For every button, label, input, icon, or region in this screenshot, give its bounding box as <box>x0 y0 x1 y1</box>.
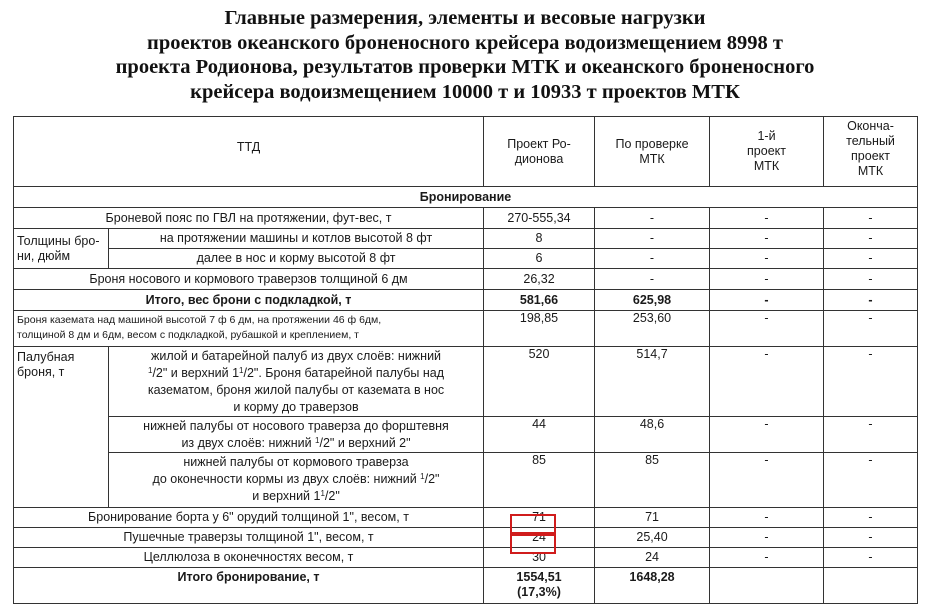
table-row <box>14 208 918 229</box>
cell-mtk-check: - <box>595 249 710 269</box>
cell-final: - <box>824 508 918 528</box>
cell-rodionov: 270-555,34 <box>484 208 595 229</box>
cell-rodionov: 24 <box>484 528 595 548</box>
table-row <box>14 290 918 311</box>
armor-weights-table <box>13 116 918 604</box>
cell-final: - <box>824 453 918 508</box>
row-label: Броневой пояс по ГВЛ на протяжении, фут-вес, т <box>14 208 484 229</box>
cell-mtk-check: - <box>595 229 710 249</box>
cell-final: - <box>824 347 918 417</box>
row-label: Броня каземата над машиной высотой 7 ф 6 дм, на протяжении 46 ф 6дм, толщиной 8 дм и 6дм, весом с подкладкой, рубашкой и креплением, т <box>14 311 484 347</box>
label-sup: 1 <box>147 366 153 375</box>
group-label-thickness: Толщины бро- ни, дюйм <box>14 229 109 269</box>
cell-rodionov: 581,66 <box>484 290 595 311</box>
cell-rodionov: 6 <box>484 249 595 269</box>
cell-first <box>710 568 824 604</box>
table-row <box>14 508 918 528</box>
label-text: жилой и батарейной палуб из двух слоёв: нижний <box>150 349 442 363</box>
cell-final: - <box>824 290 918 311</box>
row-label: Итого бронирование, т <box>14 568 484 604</box>
cell-mtk-check: 514,7 <box>595 347 710 417</box>
cell-mtk-check: 1648,28 <box>595 568 710 604</box>
table-row <box>14 229 918 249</box>
label-sup: 1 <box>320 489 325 498</box>
table-row <box>14 311 918 347</box>
header-row <box>14 117 918 187</box>
cell-mtk-check: 25,40 <box>595 528 710 548</box>
section-title: Бронирование <box>14 187 918 208</box>
cell-rodionov: 85 <box>484 453 595 508</box>
cell-rodionov: 71 <box>484 508 595 528</box>
label-text: /2" <box>424 472 440 486</box>
section-row <box>14 187 918 208</box>
label-text: казематом, броня жилой палубы от каземата в нос <box>147 383 445 397</box>
cell-final: - <box>824 208 918 229</box>
table-row <box>14 417 918 453</box>
table-row <box>14 347 918 417</box>
cell-final: - <box>824 229 918 249</box>
cell-first: - <box>710 290 824 311</box>
title-line: крейсера водоизмещением 10000 т и 10933 т проектов МТК <box>190 80 740 103</box>
cell-final: - <box>824 417 918 453</box>
table-row <box>14 528 918 548</box>
title-line: проекта Родионова, результатов проверки МТК и океанского броненосного <box>115 56 815 78</box>
label-text: /2" и верхний 2" <box>319 436 411 450</box>
cell-first: - <box>710 417 824 453</box>
cell-first: - <box>710 208 824 229</box>
cell-first: - <box>710 249 824 269</box>
row-label: Бронирование борта у 6" орудий толщиной 1", весом, т <box>14 508 484 528</box>
label-text: и корму до траверзов <box>233 400 359 414</box>
label-text: нижней палубы от носового траверза до форштевня <box>143 419 449 433</box>
cell-first: - <box>710 347 824 417</box>
label-text: из двух слоёв: нижний <box>181 436 316 450</box>
cell-mtk-check: 625,98 <box>595 290 710 311</box>
group-label-deck: Палубная броня, т <box>14 347 109 508</box>
cell-first: - <box>710 229 824 249</box>
table-row <box>14 249 918 269</box>
header-ttd: ТТД <box>14 117 484 187</box>
cell-final: - <box>824 269 918 290</box>
cell-mtk-check: 24 <box>595 548 710 568</box>
row-label: Целлюлоза в оконечностях весом, т <box>14 548 484 568</box>
cell-mtk-check: 85 <box>595 453 710 508</box>
row-label <box>109 347 484 417</box>
cell-rodionov: 26,32 <box>484 269 595 290</box>
row-label <box>109 417 484 453</box>
title-line: Главные размерения, элементы и весовые нагрузки <box>224 7 706 29</box>
cell-mtk-check: 71 <box>595 508 710 528</box>
cell-mtk-check: - <box>595 208 710 229</box>
label-text: до оконечности кормы из двух слоёв: нижний <box>152 472 421 486</box>
table-row <box>14 269 918 290</box>
cell-final: - <box>824 548 918 568</box>
cell-first: - <box>710 269 824 290</box>
document-title <box>0 6 930 104</box>
cell-mtk-check: - <box>595 269 710 290</box>
highlight-box <box>510 534 556 554</box>
cell-first: - <box>710 311 824 347</box>
label-text: нижней палубы от кормового траверза <box>183 455 409 469</box>
header-first-mtk: 1-й проект МТК <box>710 117 824 187</box>
row-label: Итого, вес брони с подкладкой, т <box>14 290 484 311</box>
cell-final: - <box>824 311 918 347</box>
cell-rodionov: 30 <box>484 548 595 568</box>
cell-rodionov: 8 <box>484 229 595 249</box>
cell-first: - <box>710 508 824 528</box>
cell-rodionov: 520 <box>484 347 595 417</box>
cell-mtk-check: 48,6 <box>595 417 710 453</box>
row-label: на протяжении машины и котлов высотой 8 фт <box>109 229 484 249</box>
cell-final: - <box>824 528 918 548</box>
cell-final <box>824 568 918 604</box>
cell-first: - <box>710 548 824 568</box>
row-label: Пушечные траверзы толщиной 1", весом, т <box>14 528 484 548</box>
label-sup: 1 <box>239 366 244 375</box>
table-row <box>14 548 918 568</box>
highlight-box <box>510 514 556 534</box>
label-sup: 1 <box>420 472 425 481</box>
cell-final: - <box>824 249 918 269</box>
table-row <box>14 453 918 508</box>
cell-first: - <box>710 453 824 508</box>
table-row <box>14 568 918 604</box>
row-label: далее в нос и корму высотой 8 фт <box>109 249 484 269</box>
cell-rodionov: 44 <box>484 417 595 453</box>
label-text: и верхний 1 <box>252 489 321 503</box>
label-sup: 1 <box>315 436 320 445</box>
cell-mtk-check: 253,60 <box>595 311 710 347</box>
row-label <box>109 453 484 508</box>
label-text: /2" <box>324 489 340 503</box>
label-text: /2" и верхний 1 <box>152 366 240 380</box>
row-label: Броня носового и кормового траверзов толщиной 6 дм <box>14 269 484 290</box>
label-text: /2". Броня батарейной палубы над <box>243 366 445 380</box>
header-mtk-check: По проверке МТК <box>595 117 710 187</box>
header-rodionov: Проект Ро- дионова <box>484 117 595 187</box>
cell-rodionov: 1554,51 (17,3%) <box>484 568 595 604</box>
header-final-mtk: Оконча- тельный проект МТК <box>824 117 918 187</box>
title-line: проектов океанского броненосного крейсера водоизмещением 8998 т <box>147 31 783 54</box>
cell-first: - <box>710 528 824 548</box>
cell-rodionov: 198,85 <box>484 311 595 347</box>
